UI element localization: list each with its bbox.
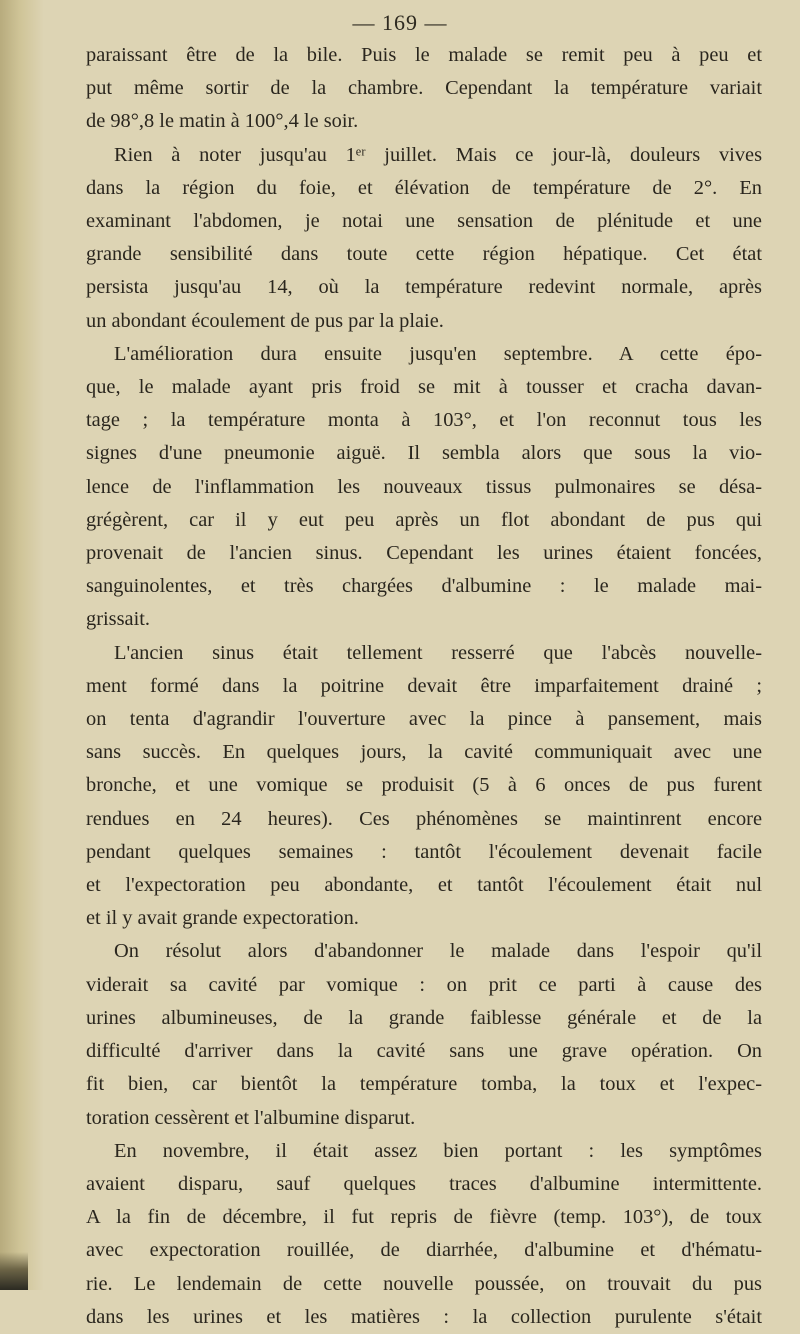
text-line: sanguinolentes, et très chargées d'albumine : le malade mai- (86, 575, 762, 598)
text-line: fit bien, car bientôt la température tomba, la toux et l'expec- (86, 1073, 762, 1096)
text-line: signes d'une pneumonie aiguë. Il sembla alors que sous la vio- (86, 442, 762, 465)
text-line: On résolut alors d'abandonner le malade dans l'espoir qu'il (114, 940, 762, 963)
text-line: sans succès. En quelques jours, la cavité communiquait avec une (86, 741, 762, 764)
page-binding-shadow (0, 0, 44, 1290)
page-number: — 169 — (352, 10, 448, 35)
text-line: A la fin de décembre, il fut repris de fièvre (temp. 103°), de toux (86, 1206, 762, 1229)
text-line: persista jusqu'au 14, où la température redevint normale, après (86, 276, 762, 299)
text-line: En novembre, il était assez bien portant : les symptômes (114, 1139, 762, 1162)
text-line: avaient disparu, sauf quelques traces d'albumine intermittente. (86, 1172, 762, 1195)
text-line: ment formé dans la poitrine devait être imparfaitement drainé ; (86, 674, 762, 697)
text-line: et il y avait grande expectoration. (86, 907, 359, 930)
text-line: put même sortir de la chambre. Cependant la température variait (86, 77, 762, 100)
text-line: pendant quelques semaines : tantôt l'écoulement devenait facile (86, 840, 762, 863)
page-corner-shadow (0, 1252, 28, 1290)
text-line: grégèrent, car il y eut peu après un flot abondant de pus qui (86, 508, 762, 531)
text-line: grande sensibilité dans toute cette région hépatique. Cet état (86, 243, 762, 266)
text-line: bronche, et une vomique se produisit (5 à 6 onces de pus furent (86, 774, 762, 797)
text-line: Rien à noter jusqu'au 1ᵉʳ juillet. Mais ce jour-là, douleurs vives (114, 143, 762, 166)
text-line: urines albumineuses, de la grande faiblesse générale et de la (86, 1006, 762, 1029)
text-line: dans les urines et les matières : la collection purulente s'était (86, 1305, 762, 1328)
text-line: que, le malade ayant pris froid se mit à tousser et cracha davan- (86, 376, 762, 399)
text-line: L'amélioration dura ensuite jusqu'en septembre. A cette épo- (114, 342, 762, 365)
text-line: avec expectoration rouillée, de diarrhée, d'albumine et d'hématu- (86, 1239, 762, 1262)
text-line: et l'expectoration peu abondante, et tantôt l'écoulement était nul (86, 874, 762, 897)
text-line: rendues en 24 heures). Ces phénomènes se maintinrent encore (86, 807, 762, 830)
text-line: examinant l'abdomen, je notai une sensation de plénitude et une (86, 210, 762, 233)
text-line: viderait sa cavité par vomique : on prit ce parti à cause des (86, 973, 762, 996)
text-line: dans la région du foie, et élévation de température de 2°. En (86, 176, 762, 199)
text-line: paraissant être de la bile. Puis le malade se remit peu à peu et (86, 44, 762, 66)
text-line: toration cessèrent et l'albumine disparut. (86, 1106, 416, 1129)
text-line: difficulté d'arriver dans la cavité sans une grave opération. On (86, 1040, 762, 1063)
text-line: de 98°,8 le matin à 100°,4 le soir. (86, 110, 359, 133)
body-text (86, 39, 762, 1334)
text-line: tage ; la température monta à 103°, et l'on reconnut tous les (86, 409, 762, 432)
text-line: rie. Le lendemain de cette nouvelle poussée, on trouvait du pus (86, 1272, 762, 1295)
text-line: lence de l'inflammation les nouveaux tissus pulmonaires se désa- (86, 475, 762, 498)
text-line: on tenta d'agrandir l'ouverture avec la pince à pansement, mais (86, 708, 762, 731)
text-line: provenait de l'ancien sinus. Cependant les urines étaient foncées, (86, 542, 762, 565)
text-line: L'ancien sinus était tellement resserré que l'abcès nouvelle- (114, 641, 762, 664)
text-line: grissait. (86, 608, 150, 631)
text-line: un abondant écoulement de pus par la plaie. (86, 309, 444, 332)
